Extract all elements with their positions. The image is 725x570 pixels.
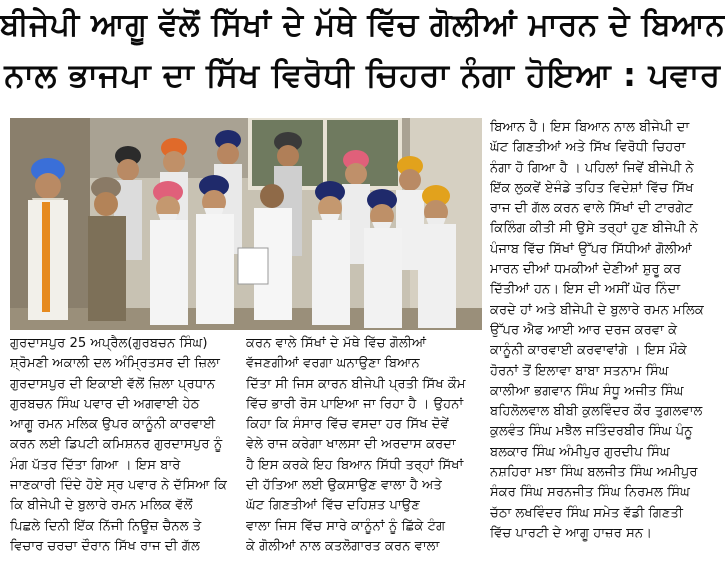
article-line: ਗੁਰਦਾਸਪੁਰ 25 ਅਪ੍ਰੈਲ(ਗੁਰਬਚਨ ਸਿੰਘ) bbox=[10, 336, 208, 351]
article-line: ਚੱਠਾ ਲਖਵਿੰਦਰ ਸਿੰਘ ਸਮੇਤ ਵੱਡੀ ਗਿਣਤੀ bbox=[490, 505, 683, 521]
article-line: ਆਗੂ ਰਮਨ ਮਲਿਕ ਉਪਰ ਕਾਨੂੰਨੀ ਕਾਰਵਾਈ bbox=[10, 417, 216, 433]
article-column-3 bbox=[490, 118, 718, 544]
article-line: ਵਾਲਾ ਜਿਸ ਵਿੱਚ ਸਾਰੇ ਕਾਨੂੰਨਾਂ ਨੂੰ ਛਿੱਕੇ ਟੰਗ bbox=[246, 518, 446, 534]
article-line: ਨੰਗਾ ਹੋ ਗਿਆ ਹੈ । ਪਹਿਲਾਂ ਜਿਵੇਂ ਬੀਜੇਪੀ ਨੇ bbox=[490, 160, 694, 176]
article-line: ਕਿ ਬੀਜੇਪੀ ਦੇ ਬੁਲਾਰੇ ਰਮਨ ਮਲਿਕ ਵੱਲੋਂ bbox=[10, 498, 193, 514]
article-line: ਕਾਨੂੰਨੀ ਕਾਰਵਾਈ ਕਰਵਾਵਾਂਗੇ । ਇਸ ਮੌਕੇ bbox=[490, 343, 687, 359]
article-line: ਵੱਜਣਗੀਆਂ ਵਰਗਾ ਘਨਾਉਣਾ ਬਿਆਨ bbox=[246, 356, 420, 372]
article-line: ਦਿੱਤਾ ਸੀ ਜਿਸ ਕਾਰਨ ਬੀਜੇਪੀ ਪ੍ਰਤੀ ਸਿੱਖ ਕੌਮ bbox=[246, 376, 466, 392]
article-line: ਗੁਰਬਚਨ ਸਿੰਘ ਪਵਾਰ ਦੀ ਅਗਵਾਈ ਹੇਠ bbox=[10, 396, 200, 412]
article-column-2 bbox=[246, 334, 482, 557]
article-line: ਬਲਕਾਰ ਸਿੰਘ ਅੰਮੀਪੁਰ ਗੁਰਦੀਪ ਸਿੰਘ bbox=[490, 444, 670, 460]
article-line: ਵਿਚਾਰ ਚਰਚਾ ਦੌਰਾਨ ਸਿੱਖ ਰਾਜ ਦੀ ਗੱਲ bbox=[10, 538, 200, 554]
article-line: ਸ਼੍ਰੋਮਣੀ ਅਕਾਲੀ ਦਲ ਅੰਮ੍ਰਿਤਸਰ ਦੀ ਜ਼ਿਲਾ bbox=[10, 356, 220, 372]
article-line: ਘੱਟ ਗਿਣਤੀਆਂ ਵਿੱਚ ਦਹਿਸ਼ਤ ਪਾਉਣ bbox=[246, 498, 420, 514]
article-column-1 bbox=[10, 334, 238, 557]
article-line: ਜਾਣਕਾਰੀ ਦਿੰਦੇ ਹੋਏ ਸ੍ਰ ਪਵਾਰ ਨੇ ਦੱਸਿਆ ਕਿ bbox=[10, 478, 228, 494]
article-line: ਹੋਰਨਾਂ ਤੋਂ ਇਲਾਵਾ ਬਾਬਾ ਸਤਨਾਮ ਸਿੰਘ bbox=[490, 363, 669, 379]
article-line: ਰਾਜ ਦੀ ਗੱਲ ਕਰਨ ਵਾਲੇ ਸਿੱਖਾਂ ਦੀ ਟਾਰਗੇਟ bbox=[490, 201, 693, 217]
article-line: ਦਿੱਤੀਆਂ ਹਨ। ਇਸ ਦੀ ਅਸੀਂ ਘੋਰ ਨਿੰਦਾ bbox=[490, 282, 681, 298]
article-line: ਕਰਨ ਵਾਲੇ ਸਿੱਖਾਂ ਦੇ ਮੱਥੇ ਵਿੱਚ ਗੋਲੀਆਂ bbox=[246, 336, 427, 351]
article-line: ਉੱਪਰ ਐਫ ਆਈ ਆਰ ਦਰਜ ਕਰਵਾ ਕੇ bbox=[490, 322, 678, 338]
article-line: ਇੱਕ ਲੁਕਵੇਂ ਏਜੰਡੇ ਤਹਿਤ ਵਿਦੇਸ਼ਾਂ ਵਿੱਚ ਸਿੱਖ bbox=[490, 180, 694, 196]
article-line: ਸੰਕਰ ਸਿੰਘ ਸਰਨਜੀਤ ਸਿੰਘ ਨਿਰਮਲ ਸਿੰਘ bbox=[490, 485, 690, 501]
article-line: ਮੰਗ ਪੱਤਰ ਦਿੱਤਾ ਗਿਆ । ਇਸ ਬਾਰੇ bbox=[10, 457, 181, 473]
article-line: ਹੈ ਇਸ ਕਰਕੇ ਇਹ ਬਿਆਨ ਸਿੱਧੀ ਤਰ੍ਹਾਂ ਸਿੱਖਾਂ bbox=[246, 457, 464, 473]
article-line: ਕਰਨ ਲਈ ਡਿਪਟੀ ਕਮਿਸ਼ਨਰ ਗੁਰਦਾਸਪੁਰ ਨੂੰ bbox=[10, 437, 223, 453]
headline-line-1: ਬੀਜੇਪੀ ਆਗੂ ਵੱਲੋਂ ਸਿੱਖਾਂ ਦੇ ਮੱਥੇ ਵਿੱਚ ਗੋਲੀਆਂ ਮਾਰਨ ਦੇ ਬਿਆਨ bbox=[0, 7, 725, 43]
article-line: ਪਿਛਲੇ ਦਿਨੀ ਇੱਕ ਨਿੱਜੀ ਨਿਊਜ਼ ਚੈਨਲ ਤੇ bbox=[10, 518, 202, 534]
article-line: ਕੁਲਵੰਤ ਸਿੰਘ ਮਝੈਲ ਜਤਿੰਦਰਬੀਰ ਸਿੰਘ ਪੰਨੂ bbox=[490, 424, 693, 440]
article-line: ਕਾਲੀਆ ਭਗਵਾਨ ਸਿੰਘ ਸੰਧੂ ਅਜੀਤ ਸਿੰਘ bbox=[490, 383, 684, 399]
article-line: ਬਹਿਲੋਲਵਾਲ ਬੀਬੀ ਕੁਲਵਿੰਦਰ ਕੌਰ ਤੁਗਲਵਾਲ bbox=[490, 404, 703, 420]
article-line: ਵਿੱਚ ਪਾਰਟੀ ਦੇ ਆਗੂ ਹਾਜ਼ਰ ਸਨ। bbox=[490, 525, 653, 541]
article-line: ਪੰਜਾਬ ਵਿੱਚ ਸਿੱਖਾਂ ਉੱਪਰ ਸਿੱਧੀਆਂ ਗੋਲੀਆਂ bbox=[490, 241, 692, 257]
headline-line-2: ਨਾਲ ਭਾਜਪਾ ਦਾ ਸਿੱਖ ਵਿਰੋਧੀ ਚਿਹਰਾ ਨੰਗਾ ਹੋਇਆ : ਪਵਾਰ bbox=[4, 56, 721, 94]
article-line: ਬਿਆਨ ਹੈ। ਇਸ ਬਿਆਨ ਨਾਲ ਬੀਜੇਪੀ ਦਾ bbox=[490, 120, 690, 135]
article-line: ਗੁਰਦਾਸਪੁਰ ਦੀ ਇਕਾਈ ਵੱਲੋਂ ਜ਼ਿਲਾ ਪ੍ਰਧਾਨ bbox=[10, 376, 216, 392]
headline bbox=[0, 0, 725, 112]
article-line: ਘੱਟ ਗਿਣਤੀਆਂ ਅਤੇ ਸਿੱਖ ਵਿਰੋਧੀ ਚਿਹਰਾ bbox=[490, 140, 686, 156]
article-line: ਮਾਰਨ ਦੀਆਂ ਧਮਕੀਆਂ ਦੇਣੀਆਂ ਸ਼ੁਰੂ ਕਰ bbox=[490, 262, 682, 278]
article-line: ਨਸ਼ਹਿਰਾ ਮਝਾ ਸਿੰਘ ਬਲਜੀਤ ਸਿੰਘ ਅਮੀਪੁਰ bbox=[490, 465, 698, 481]
article-line: ਕਿਲਿੰਗ ਕੀਤੀ ਸੀ ਉਸੇ ਤਰ੍ਹਾਂ ਹੁਣ ਬੀਜੇਪੀ ਨੇ bbox=[490, 221, 699, 237]
article-line: ਕੇ ਗੋਲੀਆਂ ਨਾਲ ਕਤਲੋਗਾਰਤ ਕਰਨ ਵਾਲਾ bbox=[246, 538, 440, 554]
article-line: ਵਿੱਚ ਭਾਰੀ ਰੋਸ ਪਾਇਆ ਜਾ ਰਿਹਾ ਹੈ । ਉਹਨਾਂ bbox=[246, 396, 464, 412]
article-line: ਵੇਲੇ ਰਾਜ ਕਰੇਗਾ ਖਾਲਸਾ ਦੀ ਅਰਦਾਸ ਕਰਦਾ bbox=[246, 437, 456, 453]
article-line: ਦੀ ਹੱਤਿਆ ਲਈ ਉਕਸਾਉਣ ਵਾਲਾ ਹੈ ਅਤੇ bbox=[246, 478, 442, 494]
news-photo bbox=[10, 118, 482, 330]
article-line: ਕਿਹਾ ਕਿ ਸੰਸਾਰ ਵਿੱਚ ਵਸਦਾ ਹਰ ਸਿੱਖ ਦੋਵੇਂ bbox=[246, 417, 449, 433]
article-line: ਕਰਦੇ ਹਾਂ ਅਤੇ ਬੀਜੇਪੀ ਦੇ ਬੁਲਾਰੇ ਰਮਨ ਮਲਿਕ bbox=[490, 302, 704, 318]
